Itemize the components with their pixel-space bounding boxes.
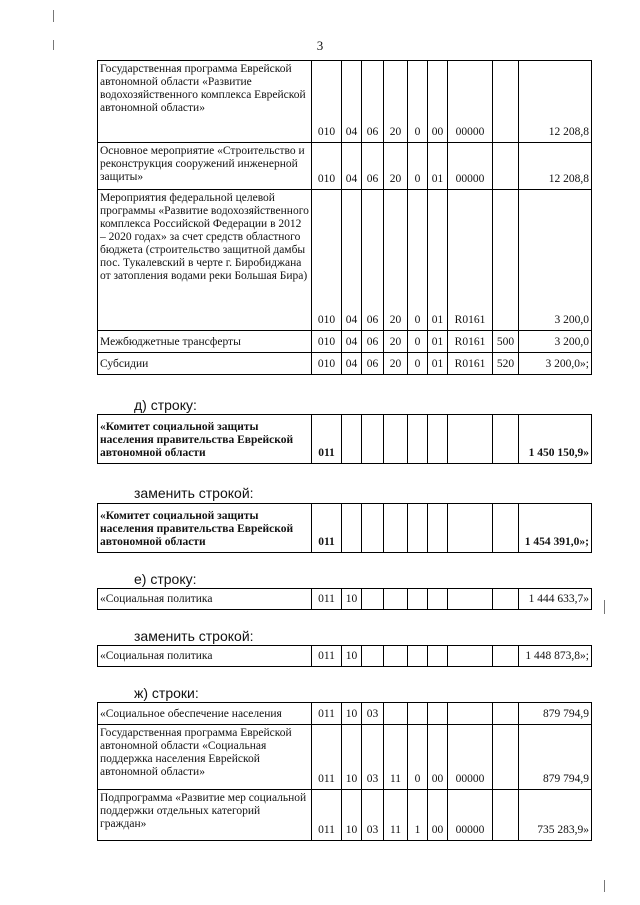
cell-program: 20 <box>384 331 408 353</box>
table-row <box>98 790 592 841</box>
budget-table-d <box>97 414 592 464</box>
cell-subprogram: 0 <box>408 143 428 190</box>
page-number: 3 <box>316 38 324 53</box>
cell-subsection: 06 <box>362 331 384 353</box>
budget-table-zh <box>97 702 592 841</box>
cell-program <box>384 703 408 725</box>
table-row <box>98 353 592 375</box>
row-name: «Комитет социальной защиты населения правительства Еврейской автономной области <box>98 415 312 464</box>
cell-direction: R0161 <box>448 331 493 353</box>
cell-section: 04 <box>342 190 362 331</box>
row-name: Мероприятия федеральной целевой программы «Развитие водохозяйственного комплекса Российской Федерации в 2012 – 2020 годах» за счет средств областного бюджета (строительство защитной дамбы пос. Тукалевский в черте г. Биробиджана от затопления водами реки Большая Бира) <box>98 190 312 331</box>
budget-table-e <box>97 588 592 610</box>
cell-expense-type <box>493 790 519 841</box>
cell-section: 04 <box>342 353 362 375</box>
row-name: Подпрограмма «Развитие мер социальной поддержки отдельных категорий граждан» <box>98 790 312 841</box>
section-label-zh: ж) строки: <box>134 685 199 701</box>
cell-amount: 1 454 391,0»; <box>519 504 592 553</box>
cell-amount: 1 450 150,9» <box>519 415 592 464</box>
section-label-e-replace: заменить строкой: <box>134 628 254 644</box>
cell-program: 20 <box>384 61 408 143</box>
scan-mark-left <box>53 10 54 22</box>
cell-measure <box>428 703 448 725</box>
cell-admin: 010 <box>312 190 342 331</box>
scan-mark-right <box>604 880 605 892</box>
row-name: Основное мероприятие «Строительство и реконструкция сооружений инженерной защиты» <box>98 143 312 190</box>
cell-expense-type <box>493 725 519 790</box>
cell-subprogram <box>408 703 428 725</box>
cell-admin: 011 <box>312 703 342 725</box>
cell-expense-type <box>493 703 519 725</box>
row-name: Государственная программа Еврейской автономной области «Развитие водохозяйственного комплекса Еврейской автономной области» <box>98 61 312 143</box>
budget-table-top <box>97 60 592 375</box>
row-name: «Социальная политика <box>98 646 312 667</box>
cell-admin: 010 <box>312 331 342 353</box>
cell-subprogram: 0 <box>408 353 428 375</box>
table-row <box>98 331 592 353</box>
cell-measure: 01 <box>428 353 448 375</box>
cell-amount: 1 448 873,8»; <box>519 646 592 667</box>
cell-amount: 735 283,9» <box>519 790 592 841</box>
cell-admin: 011 <box>312 589 342 610</box>
cell-subsection: 06 <box>362 61 384 143</box>
cell-expense-type: 520 <box>493 353 519 375</box>
cell-amount: 12 208,8 <box>519 143 592 190</box>
cell-program: 11 <box>384 790 408 841</box>
table-row <box>98 589 592 610</box>
cell-amount: 3 200,0»; <box>519 353 592 375</box>
table-row <box>98 646 592 667</box>
cell-expense-type: 500 <box>493 331 519 353</box>
cell-measure: 01 <box>428 331 448 353</box>
cell-section: 04 <box>342 331 362 353</box>
cell-amount: 3 200,0 <box>519 190 592 331</box>
cell-admin: 011 <box>312 646 342 667</box>
cell-admin: 011 <box>312 790 342 841</box>
row-name: Субсидии <box>98 353 312 375</box>
cell-direction <box>448 703 493 725</box>
cell-subsection: 06 <box>362 143 384 190</box>
cell-section: 04 <box>342 61 362 143</box>
cell-section: 10 <box>342 703 362 725</box>
cell-expense-type <box>493 143 519 190</box>
cell-admin: 011 <box>312 725 342 790</box>
budget-table-d-replace <box>97 503 592 553</box>
cell-admin: 010 <box>312 61 342 143</box>
cell-measure: 01 <box>428 143 448 190</box>
cell-program: 20 <box>384 190 408 331</box>
cell-direction: R0161 <box>448 353 493 375</box>
table-row <box>98 61 592 143</box>
table-row <box>98 504 592 553</box>
cell-measure: 00 <box>428 725 448 790</box>
cell-subprogram: 1 <box>408 790 428 841</box>
cell-direction: 00000 <box>448 61 493 143</box>
table-row <box>98 703 592 725</box>
cell-program: 20 <box>384 143 408 190</box>
cell-section: 10 <box>342 646 362 667</box>
row-name: «Социальное обеспечение населения <box>98 703 312 725</box>
cell-subprogram: 0 <box>408 190 428 331</box>
cell-amount: 12 208,8 <box>519 61 592 143</box>
cell-program: 20 <box>384 353 408 375</box>
cell-admin: 010 <box>312 353 342 375</box>
cell-section: 10 <box>342 589 362 610</box>
cell-measure: 00 <box>428 61 448 143</box>
cell-section: 10 <box>342 790 362 841</box>
row-name: «Комитет социальной защиты населения правительства Еврейской автономной области <box>98 504 312 553</box>
cell-subsection: 03 <box>362 790 384 841</box>
cell-expense-type <box>493 190 519 331</box>
cell-section: 10 <box>342 725 362 790</box>
cell-subprogram: 0 <box>408 331 428 353</box>
cell-amount: 3 200,0 <box>519 331 592 353</box>
cell-program: 11 <box>384 725 408 790</box>
cell-subprogram: 0 <box>408 725 428 790</box>
cell-direction: 00000 <box>448 790 493 841</box>
section-label-d-replace: заменить строкой: <box>134 485 254 501</box>
cell-amount: 1 444 633,7» <box>519 589 592 610</box>
cell-admin: 011 <box>312 415 342 464</box>
cell-expense-type <box>493 61 519 143</box>
table-row <box>98 725 592 790</box>
cell-measure: 01 <box>428 190 448 331</box>
row-name: «Социальная политика <box>98 589 312 610</box>
cell-subsection: 03 <box>362 725 384 790</box>
table-row <box>98 415 592 464</box>
cell-section: 04 <box>342 143 362 190</box>
row-name: Государственная программа Еврейской автономной области «Социальная поддержка населения Еврейской автономной области» <box>98 725 312 790</box>
cell-direction: 00000 <box>448 143 493 190</box>
cell-admin: 011 <box>312 504 342 553</box>
row-name: Межбюджетные трансферты <box>98 331 312 353</box>
section-label-e: е) строку: <box>134 571 197 587</box>
cell-amount: 879 794,9 <box>519 725 592 790</box>
cell-subsection: 06 <box>362 353 384 375</box>
cell-subsection: 06 <box>362 190 384 331</box>
cell-admin: 010 <box>312 143 342 190</box>
cell-subprogram: 0 <box>408 61 428 143</box>
table-row <box>98 190 592 331</box>
cell-measure: 00 <box>428 790 448 841</box>
cell-amount: 879 794,9 <box>519 703 592 725</box>
cell-direction: R0161 <box>448 190 493 331</box>
section-label-d: д) строку: <box>134 397 197 413</box>
cell-subsection: 03 <box>362 703 384 725</box>
budget-table-e-replace <box>97 645 592 667</box>
cell-direction: 00000 <box>448 725 493 790</box>
table-row <box>98 143 592 190</box>
scan-mark-right <box>604 600 605 614</box>
